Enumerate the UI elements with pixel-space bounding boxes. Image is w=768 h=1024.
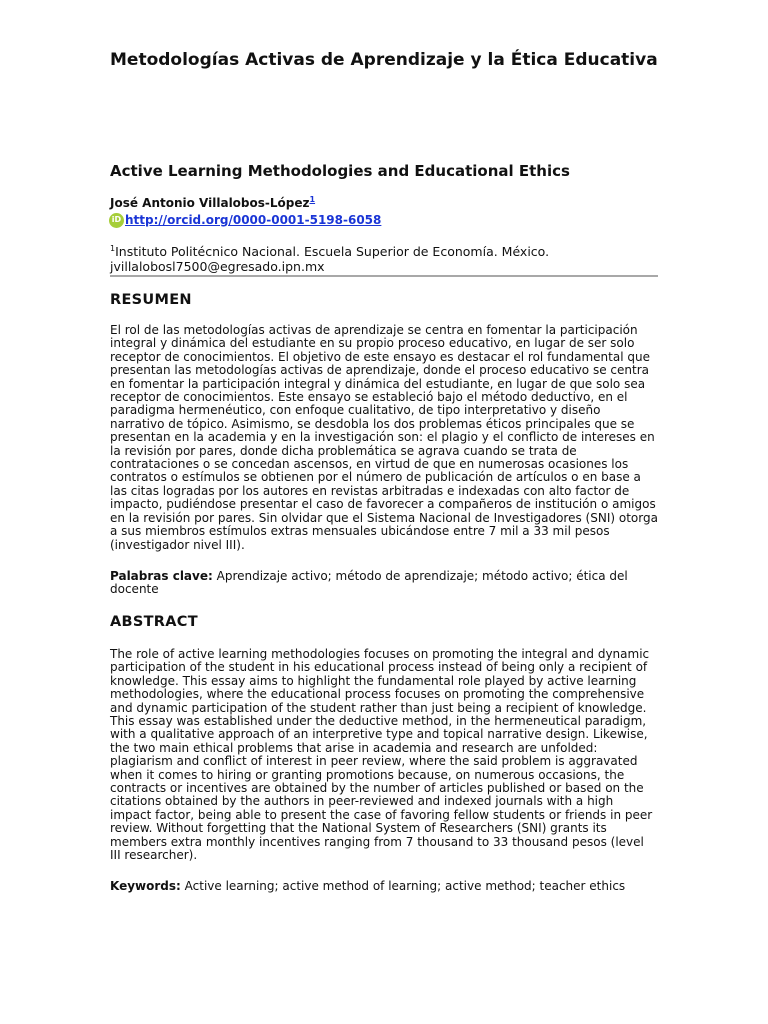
affiliation-institution: Instituto Politécnico Nacional. Escuela Superior de Economía. México. xyxy=(115,244,550,259)
resumen-text: El rol de las metodologías activas de aprendizaje se centra en fomentar la participación integral y dinámica del estudiante en su propio proceso educativo, en lugar de ser solo receptor de conocimientos. El objetivo de este ensayo es destacar el rol fundamental que presentan las metodologías activas de aprendizaje, donde el proceso educativo se centra en fomentar la participación integral y dinámica del estudiante, en lugar de que solo sea receptor de conocimientos. Este ensayo se estableció bajo el método deductivo, en el paradigma hermenéutico, con enfoque cualitativo, de tipo interpretativo y diseño narrativo de tópico. Asimismo, se desdobla los dos problemas éticos principales que se presentan en la academia y en la investigación son: el plagio y el conflicto de intereses en la revisión por pares, donde dicha problemática se agrava cuando se trata de contrataciones o se concedan ascensos, en virtud de que en numerosas ocasiones los contratos o estímulos se obtienen por el número de publicación de artículos o en base a las citas logradas por los autores en revistas arbitradas e indexadas con alto factor de impacto, pudiéndose presentar el caso de favorecer a compañeros de institución o amigos en la revisión por pares. Sin olvidar que el Sistema Nacional de Investigadores (SNI) otorga a sus miembros estímulos extras mensuales ubicándose entre 7 mil a 33 mil pesos (investigador nivel III). xyxy=(110,323,658,552)
resumen-keywords-label: Palabras clave: xyxy=(110,569,213,583)
abstract-keywords-list: Active learning; active method of learning; active method; teacher ethics xyxy=(180,879,626,893)
affiliation-institution-line xyxy=(110,244,658,259)
orcid-link[interactable]: http://orcid.org/0000-0001-5198-6058 xyxy=(125,213,382,227)
author-name: José Antonio Villalobos-López xyxy=(110,196,310,210)
author-affiliation-ref[interactable]: 1 xyxy=(309,195,316,204)
abstract-heading: ABSTRACT xyxy=(110,614,198,630)
abstract-keywords-label: Keywords: xyxy=(110,879,181,893)
affiliation-ref: 1 xyxy=(110,243,116,253)
resumen-heading: RESUMEN xyxy=(110,292,192,308)
resumen-keywords-list: Aprendizaje activo; método de aprendizaje; método activo; ética del docente xyxy=(110,569,628,597)
affiliation-email: jvillalobosl7500@egresado.ipn.mx xyxy=(110,259,325,274)
document-page xyxy=(110,0,658,1024)
abstract-text: The role of active learning methodologies focuses on promoting the integral and dynamic participation of the student in his educational process instead of being only a recipient of knowledge. This essay aims to highlight the fundamental role played by active learning methodologies, where the educational process focuses on promoting the comprehensive and dynamic participation of the student rather than just being a recipient of knowledge. This essay was established under the deductive method, in the hermeneutical paradigm, with a qualitative approach of an interpretive type and topical narrative design. Likewise, the two main ethical problems that arise in academia and research are unfolded: plagiarism and conflict of interest in peer review, where the said problem is aggravated when it comes to hiring or granting promotions because, on numerous occasions, the contracts or incentives are obtained by the number of articles published or based on the citations obtained by the authors in peer-reviewed and indexed journals with a high impact factor, being able to present the case of favoring fellow students or friends in peer review. Without forgetting that the National System of Researchers (SNI) grants its members extra monthly incentives ranging from 7 thousand to 33 thousand pesos (level III researcher). xyxy=(110,647,653,863)
title-spanish: Metodologías Activas de Aprendizaje y la Ética Educativa xyxy=(110,50,658,70)
orcid-icon: iD xyxy=(109,213,124,228)
affiliation-block xyxy=(110,244,658,274)
resumen-keywords xyxy=(110,570,658,597)
abstract-keywords xyxy=(110,880,658,893)
title-english: Active Learning Methodologies and Educational Ethics xyxy=(110,162,570,180)
orcid-line xyxy=(109,212,381,228)
author-line xyxy=(110,196,315,211)
header-divider xyxy=(110,275,658,277)
